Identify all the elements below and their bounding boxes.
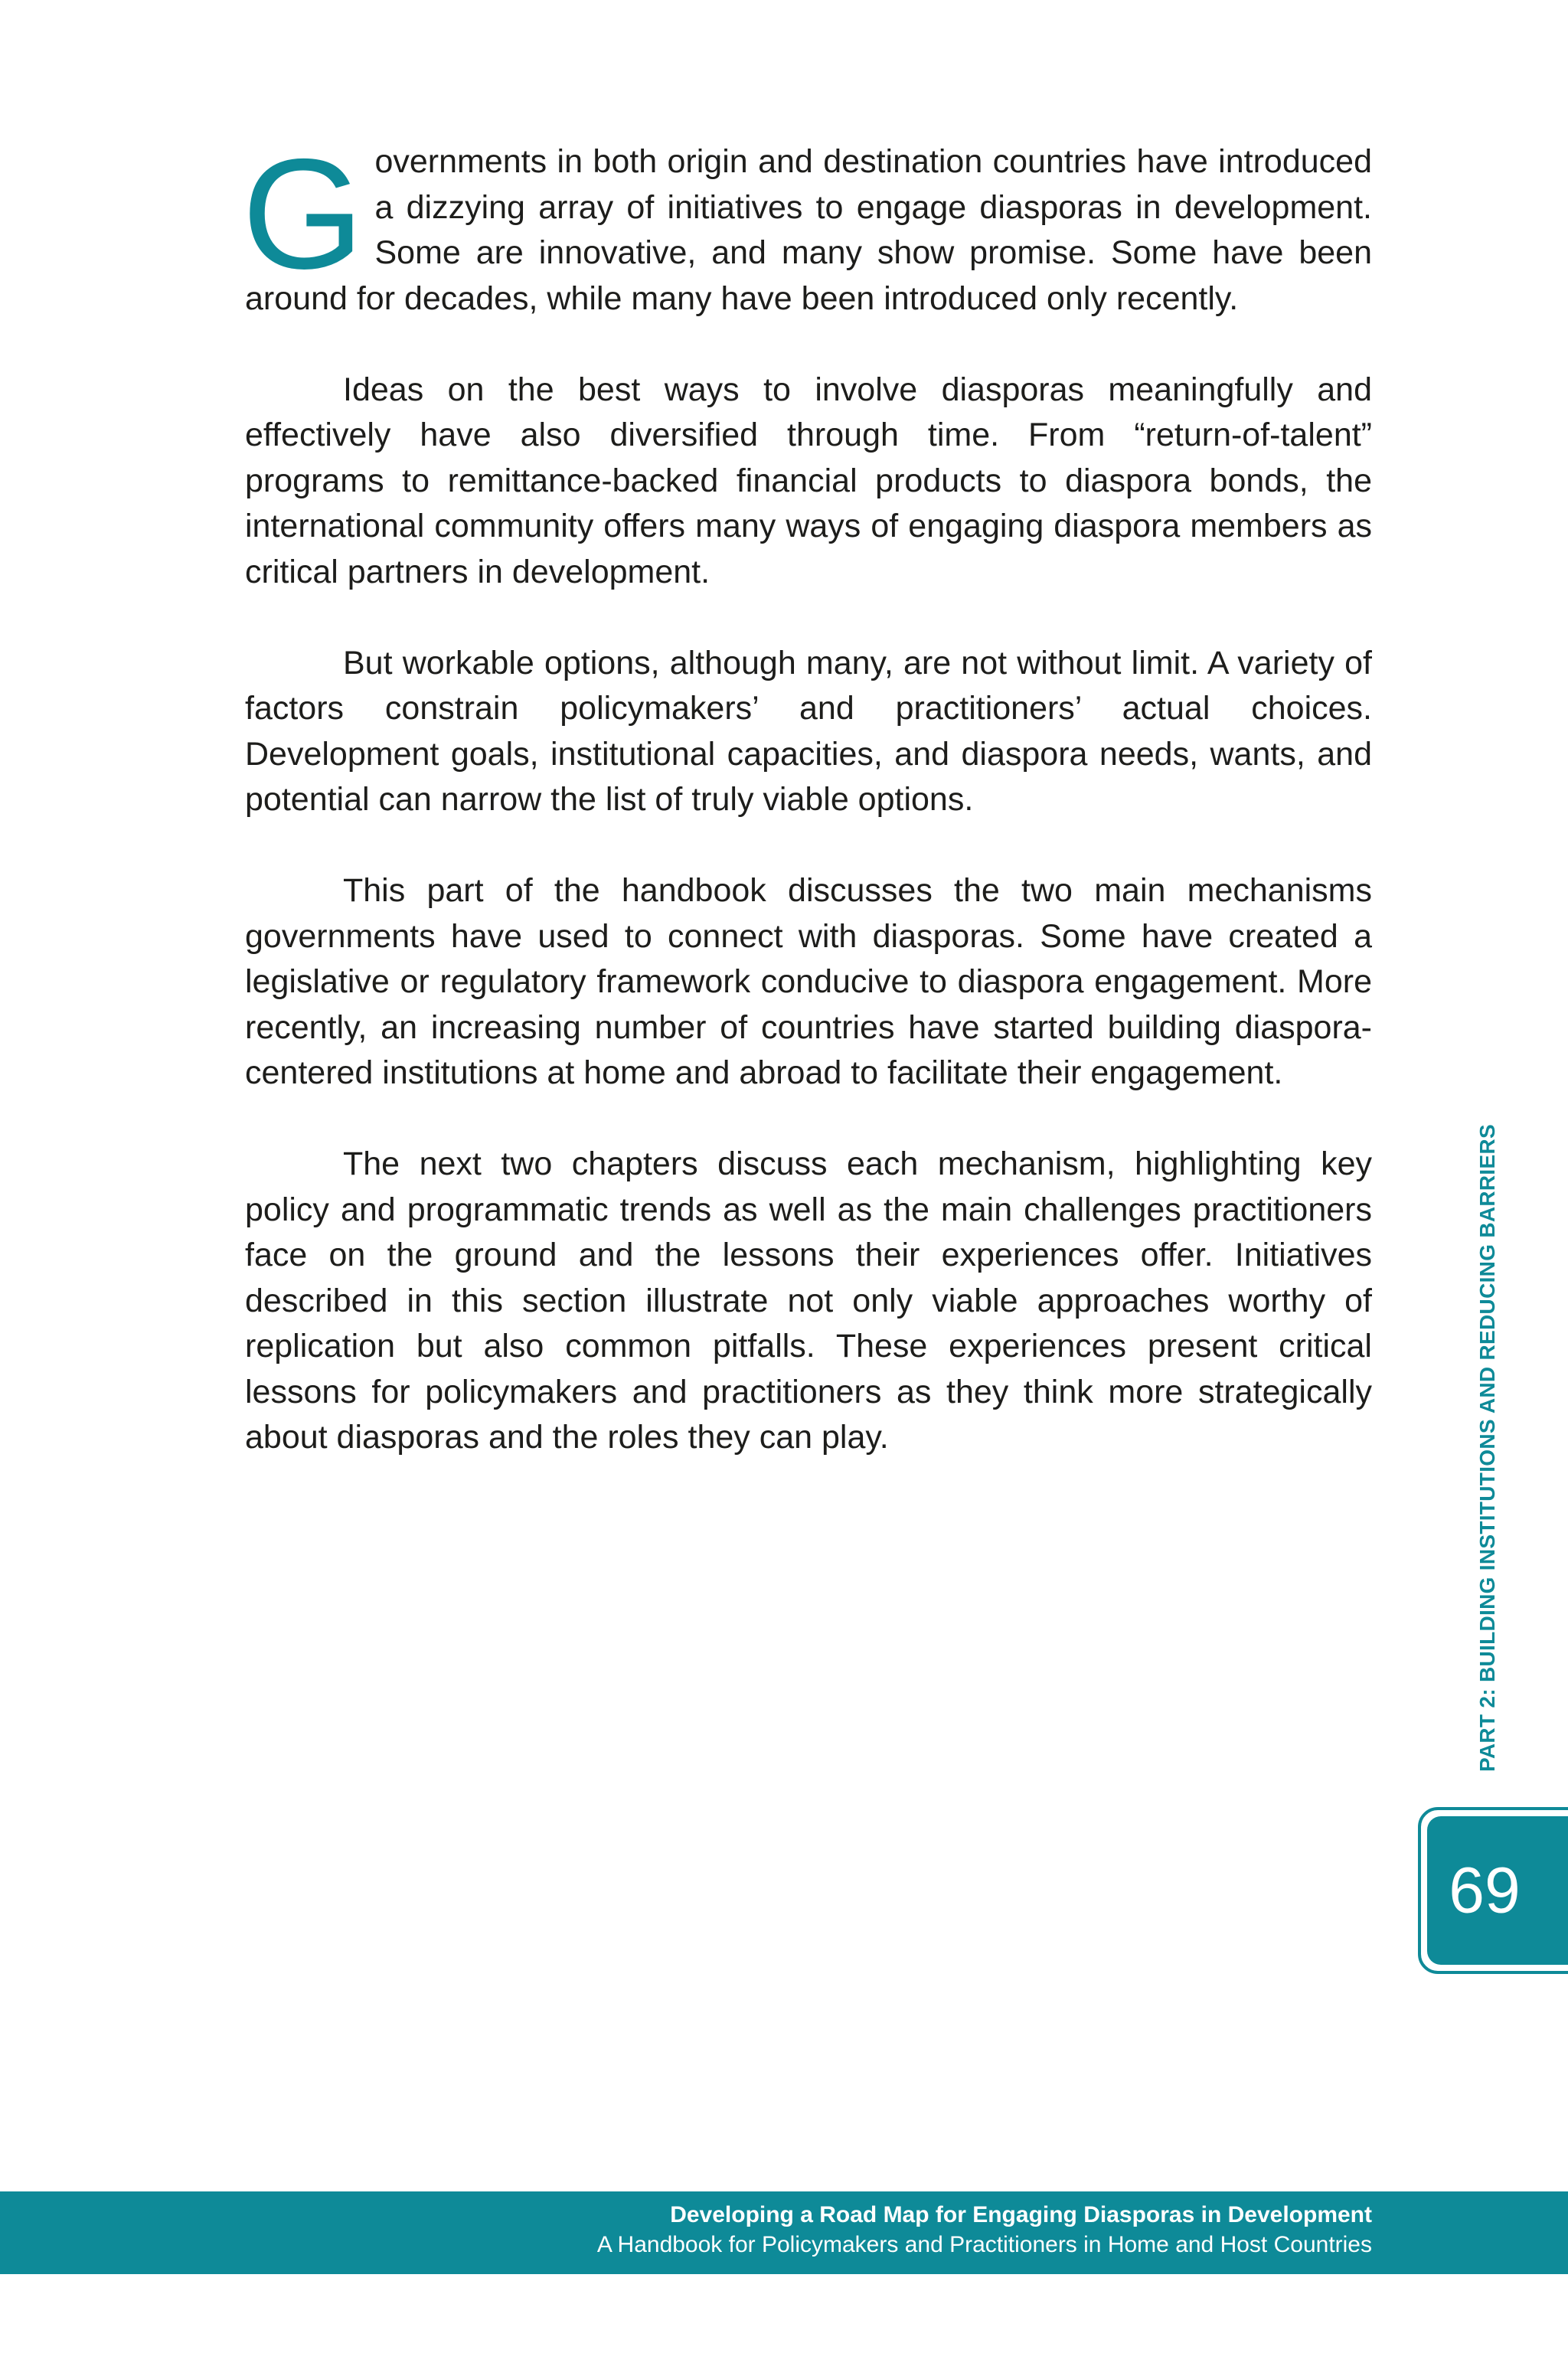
page-number-tab-fill [1427,1816,1568,1965]
paragraph-1-text: overnments in both origin and destination countries have introduced a dizzying array of initiatives to engage diasporas in development. Some are innovative, and many show promise. Some have been around for decades, while many have been introduced only recently. [245,143,1372,317]
page-number-tab [1418,1807,1568,1974]
drop-cap: G [242,126,364,302]
paragraph-intro [242,126,1372,322]
footer-subtitle: A Handbook for Policymakers and Practitioners in Home and Host Countries [596,2232,1372,2257]
footer-bar [0,2191,1568,2274]
paragraph-2: Ideas on the best ways to involve diasporas meaningfully and effectively have also diversified through time. From “return-of-talent” programs to remittance-backed financial products to diaspora bonds, the international community offers many ways of engaging diaspora members as critical partners in development. [245,371,1372,590]
main-text [242,126,1372,1506]
section-side-label [1455,1107,1521,1789]
paragraph-5: The next two chapters discuss each mechanism, highlighting key policy and programmatic trends as well as the main challenges practitioners face on the ground and the lessons their experiences offer. Initiatives described in this section illustrate not only viable approaches worthy of replication but also common pitfalls. These experiences present critical lessons for policymakers and practitioners as they think more strategically about diasporas and the roles they can play. [245,1145,1372,1456]
page-number: 69 [1449,1854,1521,1927]
section-label-text: PART 2: BUILDING INSTITUTIONS AND REDUCING BARRIERS [1475,1124,1499,1772]
paragraph-4: This part of the handbook discusses the two main mechanisms governments have used to connect with diasporas. Some have created a legislative or regulatory framework conducive to diaspora engagement. More recently, an increasing number of countries have started building diaspora-centered institutions at home and abroad to facilitate their engagement. [245,872,1372,1091]
footer-title: Developing a Road Map for Engaging Diasporas in Development [670,2202,1372,2227]
paragraph-3: But workable options, although many, are not without limit. A variety of factors constrain policymakers’ and practitioners’ actual choices. Development goals, institutional capacities, and diaspora needs, wants, and potential can narrow the list of truly viable options. [245,644,1372,818]
